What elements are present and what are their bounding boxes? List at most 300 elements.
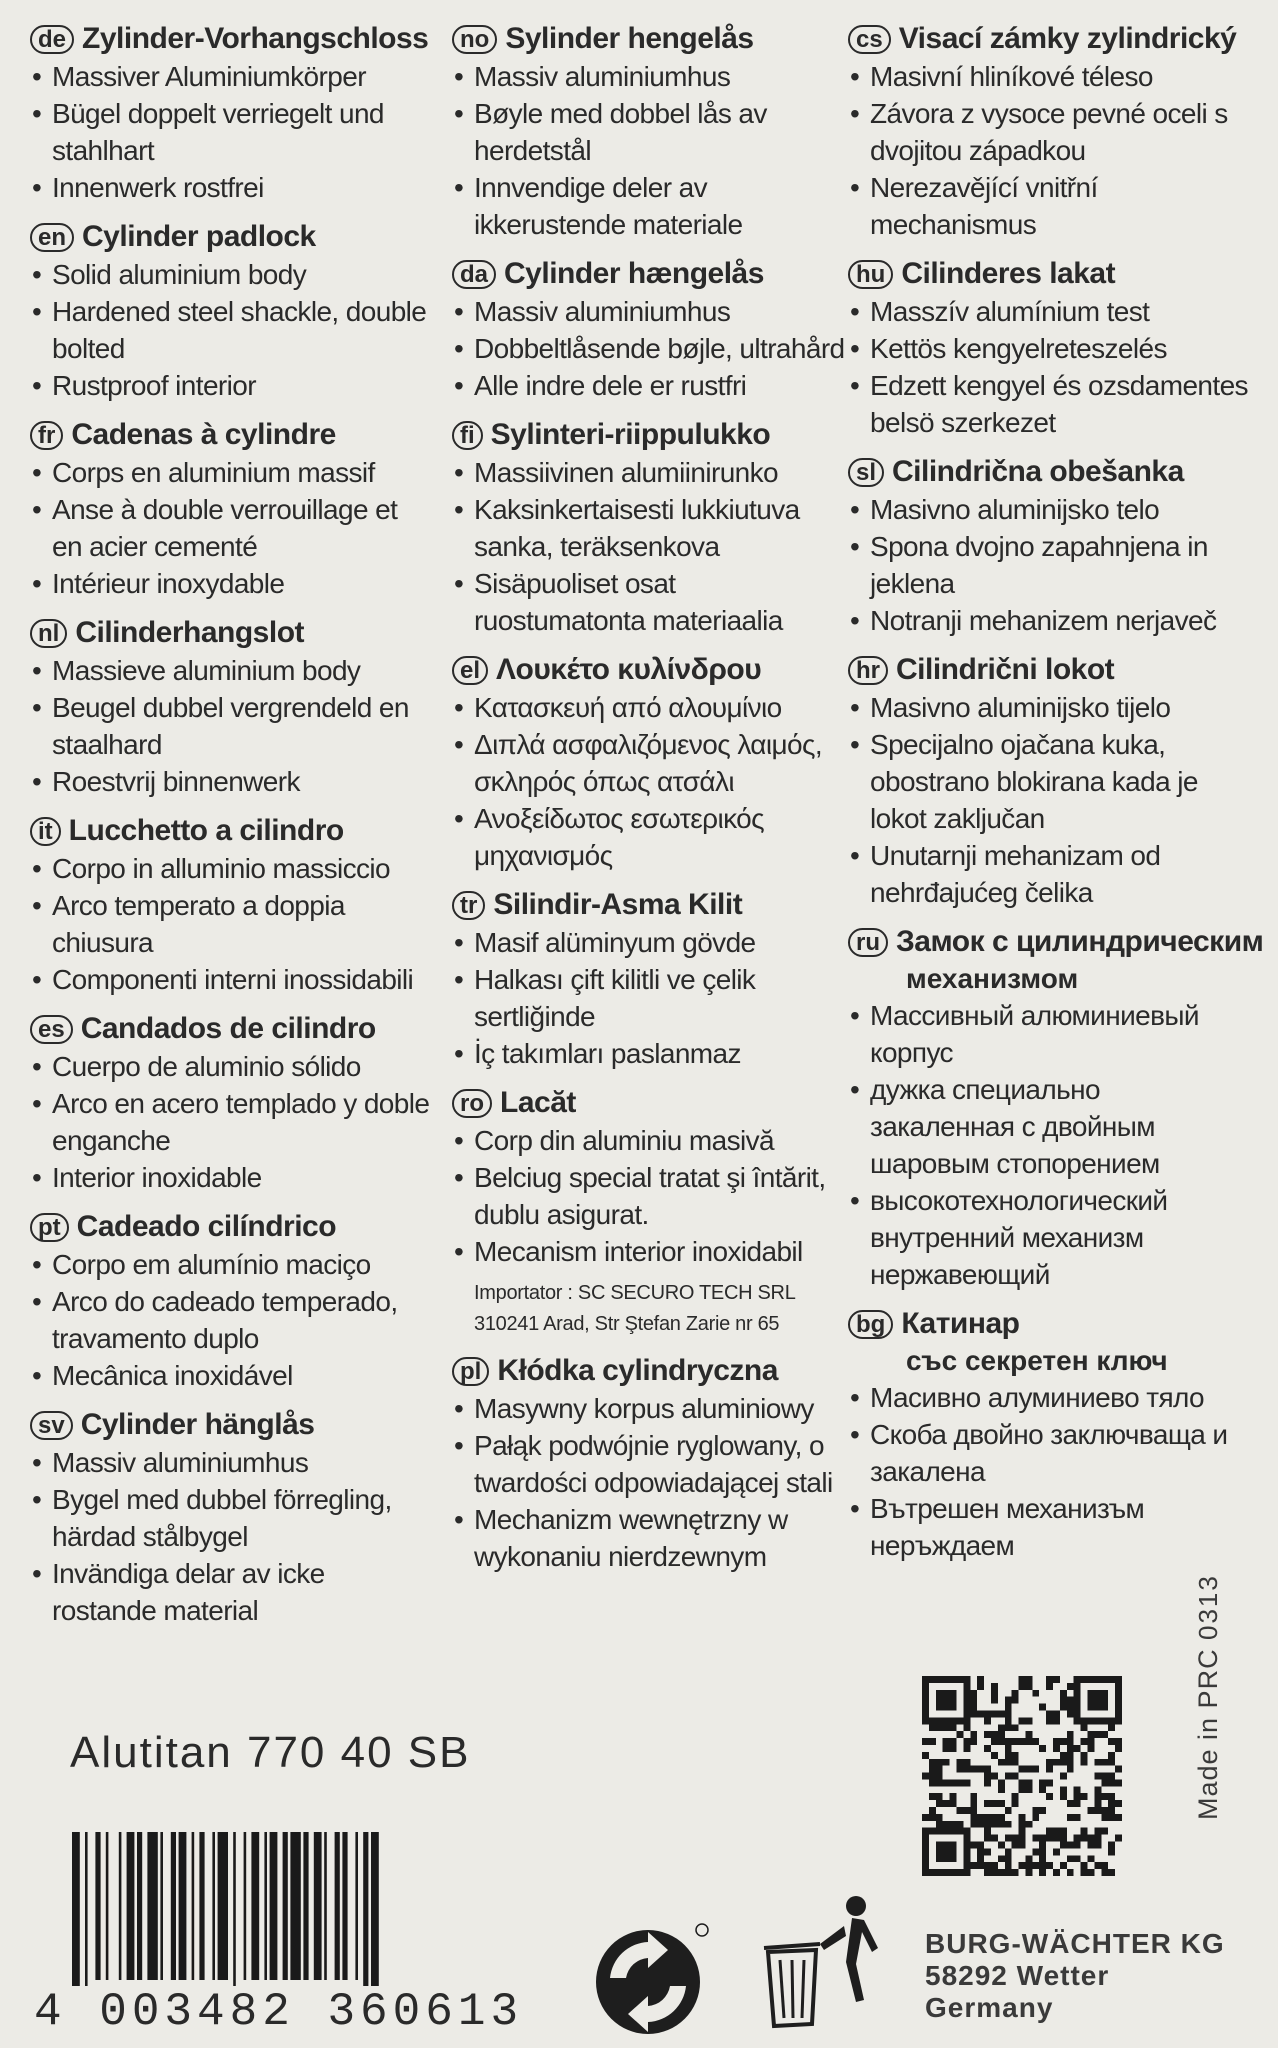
feature-item: • Bygel med dubbel förregling, härdad stålbygel [30, 1481, 430, 1555]
qr-module [963, 1869, 970, 1876]
qr-module [991, 1738, 998, 1745]
barcode-bar [283, 1832, 288, 1980]
qr-module [1081, 1752, 1088, 1759]
feature-item: • Corpo em alumínio maciço [30, 1246, 430, 1283]
qr-module [956, 1717, 963, 1724]
qr-module [984, 1828, 991, 1835]
qr-module [998, 1731, 1005, 1738]
qr-module [1012, 1752, 1019, 1759]
qr-module [1053, 1738, 1060, 1745]
language-code-badge: fr [30, 421, 63, 450]
qr-module [991, 1821, 998, 1828]
company-country: Germany [925, 1992, 1054, 2023]
barcode-bar [147, 1832, 157, 1980]
qr-module [950, 1855, 957, 1862]
feature-item: • Corp din aluminiu masivă [452, 1122, 852, 1159]
qr-module [1094, 1807, 1101, 1814]
feature-list [30, 58, 430, 206]
qr-module [1039, 1842, 1046, 1849]
importer-line: Importator : SC SECURO TECH SRL [474, 1282, 796, 1304]
qr-module [1067, 1745, 1074, 1752]
qr-module [1088, 1835, 1095, 1842]
qr-module [991, 1814, 998, 1821]
qr-module [1088, 1855, 1095, 1862]
feature-item: • Masywny korpus aluminiowy [452, 1390, 852, 1427]
barcode-bar [233, 1832, 236, 2002]
qr-module [963, 1766, 970, 1773]
qr-module [956, 1828, 963, 1835]
qr-module [1108, 1738, 1115, 1745]
qr-module [963, 1835, 970, 1842]
qr-module [950, 1745, 957, 1752]
qr-module [1088, 1690, 1095, 1697]
qr-module [1074, 1793, 1081, 1800]
manufacturer-address [925, 1928, 1225, 2024]
section-title-continued: механизмом [906, 963, 1079, 994]
qr-module [1053, 1869, 1060, 1876]
qr-module [998, 1814, 1005, 1821]
qr-module [1067, 1710, 1074, 1717]
barcode-bar [127, 1832, 135, 1980]
section-header [452, 255, 852, 293]
qr-module [936, 1848, 943, 1855]
feature-item: • Roestvrij binnenwerk [30, 763, 430, 800]
feature-item: • Notranji mehanizem nerjaveč [848, 602, 1248, 639]
qr-module [922, 1862, 929, 1869]
qr-module [936, 1821, 943, 1828]
qr-module [1115, 1779, 1122, 1786]
feature-item: • Innenwerk rostfrei [30, 169, 430, 206]
qr-module [922, 1828, 929, 1835]
qr-module [1039, 1855, 1046, 1862]
qr-module [970, 1800, 977, 1807]
section-sl [848, 453, 1248, 639]
feature-list [30, 256, 430, 404]
feature-item: • Beugel dubbel vergrendeld en staalhard [30, 689, 430, 763]
qr-module [929, 1766, 936, 1773]
qr-module [922, 1842, 929, 1849]
feature-item: • Invändiga delar av icke rostande material [30, 1555, 430, 1629]
feature-item: • Вътрешен механизъм неръждаем [848, 1490, 1248, 1564]
qr-module [1108, 1779, 1115, 1786]
language-code-badge: tr [452, 891, 485, 920]
language-code-badge: de [30, 25, 74, 54]
qr-module [1094, 1717, 1101, 1724]
qr-module [998, 1759, 1005, 1766]
qr-module [922, 1717, 929, 1724]
qr-module [998, 1779, 1005, 1786]
qr-module [1019, 1766, 1026, 1773]
qr-module [1019, 1828, 1026, 1835]
qr-module [998, 1710, 1005, 1717]
qr-module [991, 1835, 998, 1842]
qr-module [1088, 1704, 1095, 1711]
qr-module [1012, 1800, 1019, 1807]
feature-item: • Nerezavějící vnitřní mechanismus [848, 169, 1248, 243]
language-code-badge: pl [452, 1357, 489, 1386]
barcode-bar [199, 1832, 204, 1980]
qr-module [1115, 1800, 1122, 1807]
feature-item: • высокотехнологический внутренний механизм нержавеющий [848, 1182, 1248, 1293]
qr-module [1074, 1704, 1081, 1711]
qr-module [1039, 1745, 1046, 1752]
qr-module [1088, 1869, 1095, 1876]
qr-module [1088, 1697, 1095, 1704]
qr-module [970, 1862, 977, 1869]
qr-module [991, 1800, 998, 1807]
qr-module [991, 1862, 998, 1869]
language-code-badge: pt [30, 1213, 69, 1242]
qr-module [943, 1676, 950, 1683]
feature-item: • Innvendige deler av ikkerustende materiale [452, 169, 852, 243]
section-title: Visací zámky zylindrický [898, 22, 1237, 55]
qr-module [1060, 1690, 1067, 1697]
section-title: Cilindrični lokot [896, 653, 1115, 686]
qr-module [1053, 1848, 1060, 1855]
feature-item: • Ανοξείδωτος εσωτερικός μηχανισμός [452, 800, 852, 874]
barcode-number: 4 003482 360613 [30, 1986, 527, 2038]
qr-module [950, 1848, 957, 1855]
qr-module [1081, 1717, 1088, 1724]
barcode-bar [218, 1832, 228, 1980]
qr-module [1019, 1862, 1026, 1869]
qr-module [1101, 1807, 1108, 1814]
qr-module [1067, 1766, 1074, 1773]
qr-module [984, 1717, 991, 1724]
qr-module [1005, 1869, 1012, 1876]
feature-list [848, 689, 1248, 911]
feature-list [30, 1246, 430, 1394]
section-title: Kłódka cylindryczna [497, 1354, 778, 1387]
qr-module [943, 1738, 950, 1745]
qr-module [936, 1759, 943, 1766]
qr-module [1046, 1828, 1053, 1835]
qr-module [970, 1821, 977, 1828]
qr-module [929, 1793, 936, 1800]
qr-module [1108, 1752, 1115, 1759]
section-title: Zylinder-Vorhangschloss [82, 22, 429, 55]
barcode-bar [335, 1832, 340, 1980]
feature-list [452, 454, 852, 639]
feature-item: • Kaksinkertaisesti lukkiutuva sanka, teräksenkova [452, 491, 852, 565]
qr-module [929, 1828, 936, 1835]
qr-module [950, 1704, 957, 1711]
qr-module [1067, 1855, 1074, 1862]
feature-list [30, 1444, 430, 1629]
section-header [848, 923, 1264, 961]
qr-module [936, 1855, 943, 1862]
qr-module [956, 1766, 963, 1773]
qr-module [991, 1683, 998, 1690]
qr-module [1108, 1773, 1115, 1780]
qr-code-icon [922, 1676, 1122, 1876]
feature-item: • Alle indre dele er rustfri [452, 367, 852, 404]
qr-module [1081, 1738, 1088, 1745]
qr-module [1081, 1759, 1088, 1766]
qr-module [1012, 1759, 1019, 1766]
qr-module [1060, 1793, 1067, 1800]
qr-module [950, 1842, 957, 1849]
qr-module [1019, 1683, 1026, 1690]
qr-module [1039, 1704, 1046, 1711]
feature-item: • Dobbeltlåsende bøjle, ultrahård [452, 330, 852, 367]
qr-module [1115, 1717, 1122, 1724]
feature-item: • Rustproof interior [30, 367, 430, 404]
qr-module [1025, 1676, 1032, 1683]
section-title: Cylinder padlock [82, 220, 316, 253]
qr-module [950, 1690, 957, 1697]
qr-module [936, 1814, 943, 1821]
qr-module [1046, 1710, 1053, 1717]
qr-module [1053, 1676, 1060, 1683]
qr-module [1074, 1814, 1081, 1821]
feature-list [452, 924, 852, 1072]
qr-module [963, 1710, 970, 1717]
section-header [30, 416, 430, 454]
qr-module [977, 1848, 984, 1855]
qr-module [929, 1807, 936, 1814]
qr-module [1060, 1704, 1067, 1711]
qr-module [1115, 1814, 1122, 1821]
qr-module [1039, 1807, 1046, 1814]
qr-module [1012, 1697, 1019, 1704]
qr-module [1108, 1848, 1115, 1855]
qr-module [970, 1793, 977, 1800]
feature-list [848, 491, 1248, 639]
language-code-badge: hu [848, 260, 893, 289]
feature-item: • Массивный алюминиевый корпус [848, 997, 1248, 1071]
feature-list [30, 652, 430, 800]
barcode-bar [314, 1832, 322, 1980]
qr-module [998, 1724, 1005, 1731]
qr-module [936, 1773, 943, 1780]
qr-module [1012, 1842, 1019, 1849]
qr-module [1053, 1835, 1060, 1842]
qr-module [963, 1704, 970, 1711]
qr-module [1005, 1807, 1012, 1814]
qr-module [950, 1717, 957, 1724]
qr-module [1032, 1848, 1039, 1855]
feature-list [452, 689, 852, 874]
qr-module [984, 1835, 991, 1842]
language-code-badge: no [452, 25, 497, 54]
barcode-bar [212, 1832, 215, 1980]
qr-module [1094, 1793, 1101, 1800]
qr-module [1101, 1869, 1108, 1876]
feature-item: • Masivno aluminijsko telo [848, 491, 1248, 528]
qr-module [1046, 1766, 1053, 1773]
barcode-bar [137, 1832, 142, 1980]
qr-module [1046, 1793, 1053, 1800]
qr-module [1005, 1835, 1012, 1842]
qr-module [1074, 1697, 1081, 1704]
qr-module [1039, 1869, 1046, 1876]
section-it [30, 812, 430, 998]
qr-module [1108, 1869, 1115, 1876]
feature-item: • Massiv aluminiumhus [452, 58, 852, 95]
qr-module [1005, 1724, 1012, 1731]
qr-module [998, 1842, 1005, 1849]
qr-module [956, 1676, 963, 1683]
qr-module [1053, 1759, 1060, 1766]
qr-module [1005, 1697, 1012, 1704]
qr-module [943, 1821, 950, 1828]
qr-module [950, 1676, 957, 1683]
qr-module [1081, 1828, 1088, 1835]
section-header [848, 255, 1248, 293]
section-sv [30, 1406, 430, 1629]
section-header [30, 614, 430, 652]
feature-item: • Componenti interni inossidabili [30, 961, 430, 998]
qr-module [1094, 1676, 1101, 1683]
qr-module [943, 1759, 950, 1766]
barcode-bar [160, 1832, 163, 1980]
qr-module [1067, 1704, 1074, 1711]
section-title: Cilinderhangslot [75, 616, 305, 649]
qr-module [1101, 1676, 1108, 1683]
section-header [452, 1352, 852, 1390]
qr-module [936, 1676, 943, 1683]
feature-list [30, 850, 430, 998]
qr-module [1005, 1738, 1012, 1745]
feature-item: • Arco en acero templado y doble enganche [30, 1085, 430, 1159]
qr-module [943, 1717, 950, 1724]
qr-module [943, 1842, 950, 1849]
section-ru [848, 923, 1264, 1293]
qr-module [1005, 1704, 1012, 1711]
qr-module [1012, 1869, 1019, 1876]
feature-item: • Masivní hliníkové téleso [848, 58, 1248, 95]
qr-module [963, 1724, 970, 1731]
qr-module [963, 1745, 970, 1752]
qr-module [950, 1724, 957, 1731]
qr-module [1115, 1704, 1122, 1711]
section-header [848, 453, 1248, 491]
barcode-bar [290, 1832, 300, 1980]
qr-module [1025, 1869, 1032, 1876]
qr-module [1081, 1676, 1088, 1683]
section-header [30, 20, 430, 58]
qr-module [970, 1842, 977, 1849]
qr-module [1005, 1745, 1012, 1752]
qr-module [950, 1800, 957, 1807]
section-en [30, 218, 430, 404]
qr-module [977, 1710, 984, 1717]
qr-module [1101, 1697, 1108, 1704]
barcode-bar [264, 1832, 267, 1980]
feature-item: • Massiver Aluminiumkörper [30, 58, 430, 95]
qr-module [922, 1848, 929, 1855]
qr-module [1074, 1683, 1081, 1690]
qr-module [1046, 1779, 1053, 1786]
qr-module [1074, 1842, 1081, 1849]
qr-module [1074, 1855, 1081, 1862]
qr-module [1094, 1786, 1101, 1793]
qr-module [970, 1814, 977, 1821]
qr-module [963, 1697, 970, 1704]
qr-module [984, 1779, 991, 1786]
section-hu [848, 255, 1248, 441]
qr-module [998, 1821, 1005, 1828]
qr-module [1115, 1835, 1122, 1842]
barcode-bar [324, 1832, 327, 1980]
barcode-bar [251, 1832, 259, 1980]
feature-list [30, 1048, 430, 1196]
qr-module [963, 1676, 970, 1683]
qr-module [1094, 1731, 1101, 1738]
qr-module [977, 1814, 984, 1821]
qr-module [943, 1697, 950, 1704]
feature-item: • Unutarnji mehanizam od nehrđajućeg čelika [848, 837, 1248, 911]
qr-module [1005, 1821, 1012, 1828]
no-household-waste-icon [760, 1892, 880, 2042]
qr-module [936, 1704, 943, 1711]
barcode-bar [342, 1832, 347, 1980]
qr-module [1088, 1717, 1095, 1724]
qr-module [936, 1828, 943, 1835]
section-header [30, 1010, 430, 1048]
qr-module [1067, 1731, 1074, 1738]
qr-module [956, 1869, 963, 1876]
qr-module [929, 1869, 936, 1876]
qr-module [1115, 1690, 1122, 1697]
qr-module [1032, 1807, 1039, 1814]
qr-module [1005, 1855, 1012, 1862]
qr-module [977, 1683, 984, 1690]
qr-module [1019, 1717, 1026, 1724]
feature-list [452, 1390, 852, 1575]
qr-module [929, 1814, 936, 1821]
qr-module [970, 1766, 977, 1773]
section-es [30, 1010, 430, 1196]
qr-module [998, 1855, 1005, 1862]
qr-module [984, 1773, 991, 1780]
feature-item: • дужка специально закаленная с двойным шаровым стопорением [848, 1071, 1248, 1182]
qr-module [1108, 1842, 1115, 1849]
qr-module [922, 1676, 929, 1683]
section-el [452, 651, 852, 874]
column-2 [452, 20, 852, 1587]
qr-module [1046, 1759, 1053, 1766]
qr-module [1094, 1828, 1101, 1835]
qr-module [936, 1800, 943, 1807]
qr-module [943, 1848, 950, 1855]
qr-module [977, 1842, 984, 1849]
section-title-continued: със секретен ключ [906, 1345, 1168, 1376]
qr-module [1032, 1766, 1039, 1773]
qr-module [1101, 1731, 1108, 1738]
qr-module [956, 1759, 963, 1766]
qr-module [970, 1731, 977, 1738]
qr-module [1108, 1807, 1115, 1814]
language-code-badge: fi [452, 421, 483, 450]
section-title: Cylinder hänglås [80, 1408, 315, 1441]
barcode-bar [303, 1832, 308, 1980]
qr-module [963, 1862, 970, 1869]
qr-module [1088, 1738, 1095, 1745]
qr-module [922, 1773, 929, 1780]
qr-module [1101, 1704, 1108, 1711]
feature-item: • Závora z vysoce pevné oceli s dvojitou západkou [848, 95, 1248, 169]
qr-module [991, 1690, 998, 1697]
qr-module [950, 1821, 957, 1828]
barcode-bar [85, 1832, 88, 2002]
qr-module [943, 1704, 950, 1711]
feature-item: • Kettös kengyelreteszelés [848, 330, 1248, 367]
qr-module [943, 1724, 950, 1731]
qr-module [1012, 1835, 1019, 1842]
feature-item: • Arco temperato a doppia chiusura [30, 887, 430, 961]
